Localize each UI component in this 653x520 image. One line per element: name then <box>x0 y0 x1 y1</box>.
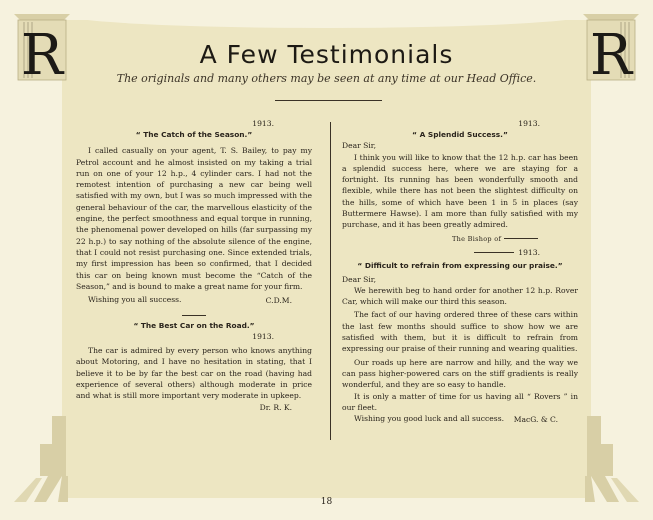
testimonial-paragraph: I think you will like to know that the 12 h.p. car has been a splendid success here, where we are staying for a fortnight. Its running has been wonderfully smooth and flexible, while there has not been the slightest difficulty on the hills, some of which have been 1 in 5 in places (say Buttermere Hawse). I am more than fully satisfied with my purchase, and it has been greatly admired. <box>342 152 578 230</box>
left-column <box>76 118 312 413</box>
testimonial-paragraph: Wishing you all success. <box>88 295 182 305</box>
testimonial-difficult-to-refrain <box>342 260 578 425</box>
testimonial-paragraph: The fact of our having ordered three of these cars within the last few months should suffice to show how we are satisfied with them, but it is difficult to refrain from expressing our praise of their running and wearing qualities. <box>342 310 578 354</box>
testimonial-paragraph: Our roads up here are narrow and hilly, and the way we can pass higher-powered cars on the stiff gradients is really wonderful, and they are so easy to handle. <box>342 357 578 390</box>
testimonial-heading: “ The Best Car on the Road.” <box>133 320 255 330</box>
testimonial-paragraph: We herewith beg to hand order for another 12 h.p. Rover Car, which will make our third this season. <box>342 285 578 307</box>
pillar-ornament-right <box>577 416 643 502</box>
testimonial-best-car <box>76 320 312 413</box>
testimonial-catch-of-season <box>76 118 312 307</box>
testimonial-signature: The Bishop of <box>342 234 578 245</box>
testimonial-paragraph: I called casually on your agent, T. S. Bailey, to pay my Petrol account and he almost insisted on my taking a trial run on one of your 12 h.p., 4 cylinder cars. I had not the remotest intention of purchasing a new car being well satisfied with my own, but I was so much impressed with the general behaviour of the car, the marvellous elasticity of the engine, the perfect smoothness and equal torque in running, the phenomenal power developed on hills (far surpassing my 22 h.p.) to say nothing of the absolute silence of the engine, that I could not resist purchasing one. Since extended trials, my first impression has been so confirmed, that I decided this car on being known must become the “Catch of the Season,” and is bound to make a great name for your firm. <box>76 146 312 291</box>
testimonial-heading: “ A Splendid Success.” <box>412 130 508 139</box>
testimonial-year: 1913. <box>518 119 540 128</box>
testimonial-year: 1913. <box>252 332 274 342</box>
page-subtitle: The originals and many others may be seen at any time at our Head Office. <box>116 72 537 85</box>
page-number: 18 <box>320 497 333 507</box>
page-title: A Few Testimonials <box>199 40 454 69</box>
column-divider <box>330 122 331 440</box>
testimonial-paragraph: The car is admired by every person who knows anything about Motoring, and I have no hesitation in stating, that I believe it to be by far the best car on the road (having had experience of several others) although moderate in price and what is still more important very moderate in upkeep. <box>76 346 312 401</box>
svg-text:R: R <box>20 23 64 84</box>
right-column <box>342 118 578 426</box>
testimonial-year: 1913. <box>252 119 274 128</box>
testimonial-heading: “ Difficult to refrain from expressing our praise.” <box>357 261 563 271</box>
testimonial-heading: “ The Catch of the Season.” <box>135 130 253 139</box>
testimonial-signature: MacG. & C. <box>513 415 558 425</box>
svg-text:R: R <box>589 23 633 84</box>
testimonial-paragraph: It is only a matter of time for us having all “ Rovers ” in our fleet. <box>342 391 578 412</box>
testimonial-salutation: Dear Sir, <box>342 141 376 151</box>
testimonial-year-line <box>342 247 540 258</box>
testimonial-year: 1913. <box>518 247 540 257</box>
section-rule <box>182 315 206 316</box>
testimonial-salutation: Dear Sir, <box>342 274 376 284</box>
testimonial-splendid-success <box>342 118 578 245</box>
testimonial-signature: C.D.M. <box>265 296 292 306</box>
pillar-ornament-left <box>10 416 76 502</box>
title-rule <box>275 100 382 101</box>
testimonial-signature: Dr. R. K. <box>259 402 292 412</box>
testimonial-paragraph: Wishing you good luck and all success. <box>354 414 505 424</box>
